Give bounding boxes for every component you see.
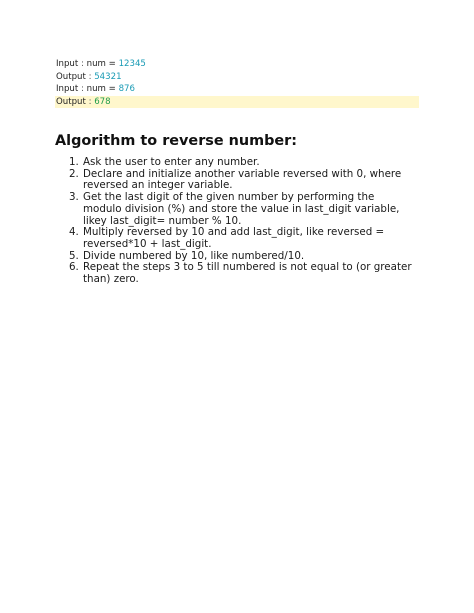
- algorithm-steps: [55, 157, 415, 286]
- list-item: [55, 192, 415, 227]
- step-number: 3.: [69, 191, 79, 204]
- step-number: 4.: [69, 226, 79, 239]
- section-heading: Algorithm to reverse number:: [55, 133, 298, 149]
- code-line-input-1: [55, 58, 419, 71]
- code-line-output-1: [55, 71, 419, 84]
- code-value: 12345: [118, 59, 146, 69]
- list-item: [55, 262, 415, 285]
- code-label: Output: [56, 96, 86, 107]
- code-label: Input: [56, 84, 79, 95]
- code-line-output-2: [55, 96, 419, 109]
- list-item: [55, 227, 415, 250]
- step-text: Ask the user to enter any number.: [83, 156, 260, 168]
- code-label: Output: [56, 71, 86, 82]
- code-separator: :: [78, 84, 87, 95]
- step-text: Multiply reversed by 10 and add last_digit, like reversed = reversed*10 + last_digit.: [83, 226, 385, 250]
- code-separator: :: [85, 71, 95, 82]
- step-text: Get the last digit of the given number by performing the modulo division (%) and store the value in last_digit variable, likey last_digit= number % 10.: [83, 191, 400, 227]
- code-value: 54321: [94, 71, 122, 82]
- code-separator: :: [78, 59, 87, 69]
- step-text: Divide numbered by 10, like numbered/10.: [83, 249, 305, 262]
- step-text: Repeat the steps 3 to 5 till numbered is not equal to (or greater than) zero.: [83, 261, 412, 286]
- code-text: num =: [86, 84, 119, 95]
- step-number: 6.: [69, 261, 79, 274]
- code-example: [55, 58, 419, 108]
- code-value: 876: [118, 84, 135, 95]
- code-value: 678: [94, 96, 111, 107]
- code-label: Input: [56, 59, 79, 69]
- code-line-input-2: [55, 83, 419, 96]
- step-number: 2.: [69, 167, 79, 180]
- step-text: Declare and initialize another variable reversed with 0, where reversed an integer variable.: [83, 167, 402, 192]
- code-separator: :: [85, 96, 95, 107]
- step-number: 5.: [69, 249, 79, 262]
- code-text: num =: [86, 59, 119, 69]
- list-item: [55, 169, 415, 192]
- step-number: 1.: [69, 156, 79, 168]
